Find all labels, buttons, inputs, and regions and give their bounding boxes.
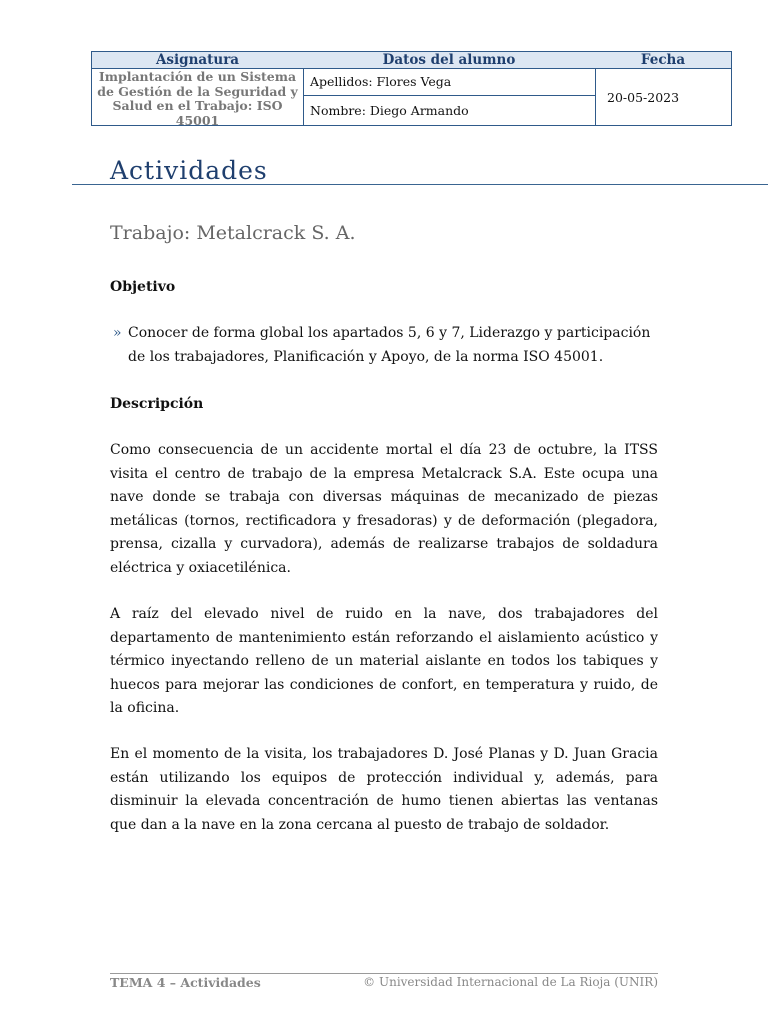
page-subtitle: Trabajo: Metalcrack S. A. [110,222,356,244]
student-column [303,52,596,125]
objective-item-text: Conocer de forma global los apartados 5, 6 y 7, Liderazgo y participación de los trabajadores, Planificación y Apoyo, de la norma ISO 45001. [128,325,651,365]
objective-item [110,322,658,369]
description-paragraph-1: Como consecuencia de un accidente mortal el día 23 de octubre, la ITSS visita el centro de trabajo de la empresa Metalcrack S.A. Este ocupa una nave donde se trabaja con diversas máquinas de mecanizado de piezas metálicas (tornos, rectificadora y fresadoras) y de deformación (plegadora, prensa, cizalla y curvadora), además de realizarse trabajos de soldadura eléctrica y oxiacetilénica. [110,442,658,576]
subject-value: Implantación de un Sistema de Gestión de la Seguridad y Salud en el Trabajo: ISO 45001 [97,69,298,128]
header-table [91,51,732,126]
footer-copyright: © Universidad Internacional de La Rioja (UNIR) [363,975,658,989]
student-label: Datos del alumno [303,52,595,69]
date-column [595,52,731,125]
description-heading: Descripción [110,396,204,412]
student-name: Nombre: Diego Armando [310,103,469,118]
description-paragraph-3: En el momento de la visita, los trabajadores D. José Planas y D. Juan Gracia están utilizando los equipos de protección individual y, además, para disminuir la elevada concentración de humo tienen abiertas las ventanas que dan a la nave en la zona cercana al puesto de trabajo de soldador. [110,746,658,833]
section-title: Actividades [110,156,268,185]
bullet-marker: » [113,325,122,341]
date-value: 20-05-2023 [607,90,680,105]
title-divider [72,184,768,185]
subject-column [92,52,304,128]
subject-label: Asignatura [92,52,303,69]
objective-heading: Objetivo [110,279,176,295]
date-label: Fecha [595,52,731,69]
footer-divider [110,973,658,974]
student-surname: Apellidos: Flores Vega [303,69,595,96]
description-paragraph-2: A raíz del elevado nivel de ruido en la nave, dos trabajadores del departamento de mantenimiento están reforzando el aislamiento acústico y térmico inyectando relleno de un material aislante en todos los tabiques y huecos para mejorar las condiciones de confort, en temperatura y ruido, de la oficina. [110,606,658,716]
footer-topic: TEMA 4 – Actividades [110,975,261,990]
